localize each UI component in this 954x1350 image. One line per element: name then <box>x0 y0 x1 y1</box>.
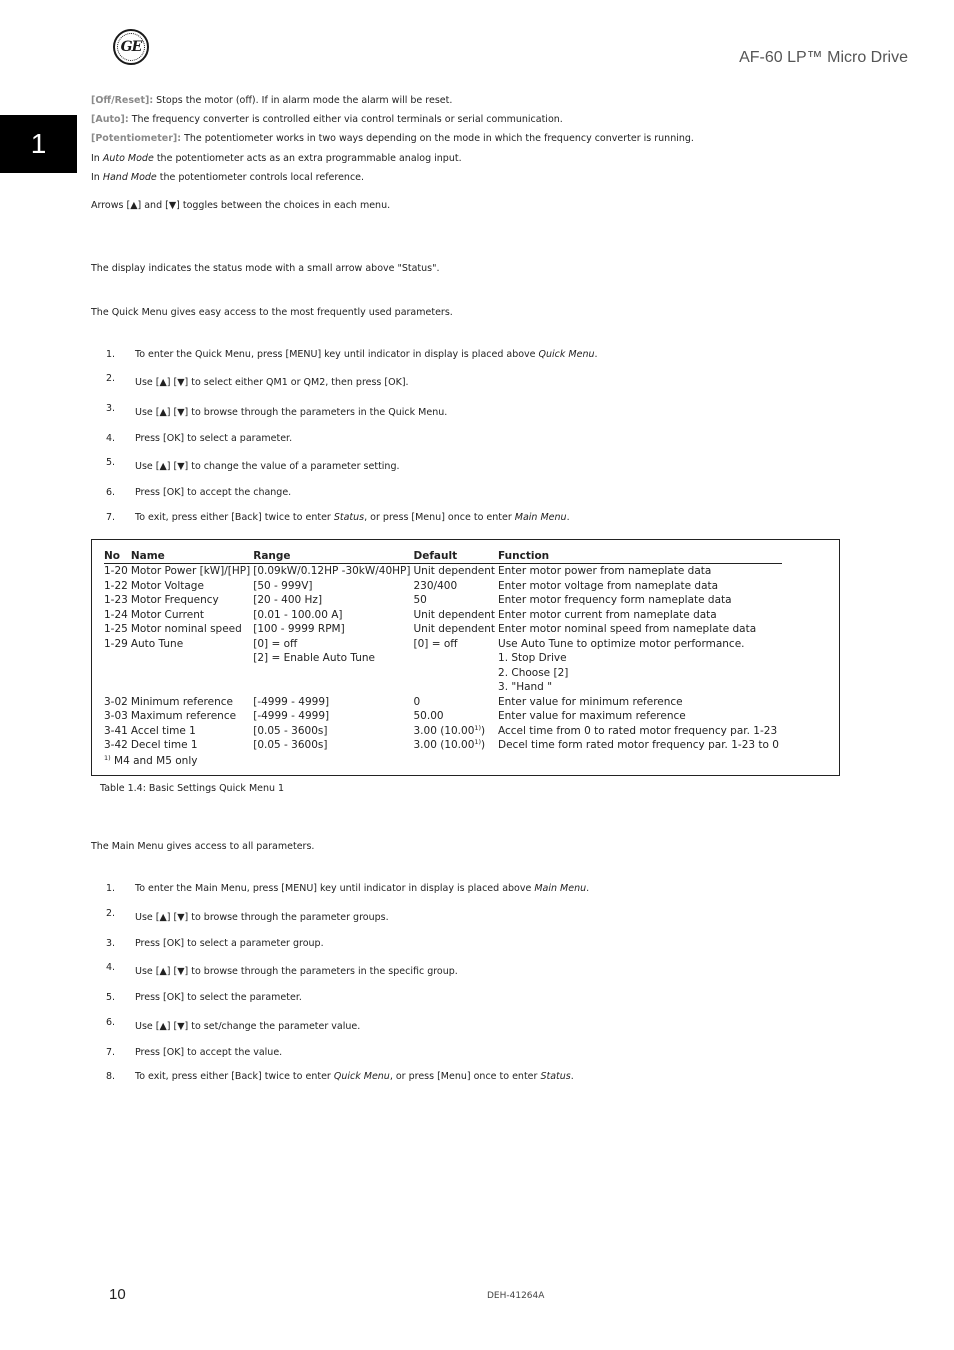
table-row <box>104 564 782 579</box>
table-cell: [-4999 - 4999] <box>253 710 330 722</box>
auto-mode-line: In Auto Mode the potentiometer acts as an extra programmable analog input. <box>91 153 462 164</box>
table-cell: 1-20 <box>104 565 128 577</box>
step-text: Press [OK] to select a parameter group. <box>135 938 324 949</box>
step-number: 4. <box>106 962 116 973</box>
table-row <box>104 593 782 608</box>
table-cell <box>253 666 413 681</box>
table-row <box>104 622 782 637</box>
table-cell: 2. Choose [2] <box>498 666 569 679</box>
column-header: No <box>104 549 131 564</box>
step-text: Press [OK] to accept the change. <box>135 487 292 498</box>
table-cell: Enter motor nominal speed from nameplate data <box>498 623 757 635</box>
step-text: To enter the Quick Menu, press [MENU] key until indicator in display is placed above Quick Menu. <box>135 349 598 360</box>
table-cell: [0] = off <box>253 637 298 650</box>
table-cell: Motor nominal speed <box>130 623 242 635</box>
step-number: 7. <box>106 1047 116 1058</box>
table-cell: 3-03 <box>104 710 128 722</box>
step-text: Press [OK] to select a parameter. <box>135 433 293 444</box>
column-header: Name <box>131 549 253 564</box>
table-cell: [0.09kW/0.12HP -30kW/40HP] <box>253 565 411 577</box>
table-cell: Decel time 1 <box>130 739 198 751</box>
table-cell: 50.00 <box>413 710 444 722</box>
table-cell: Motor Current <box>130 608 204 621</box>
arrows-line: Arrows [▲] and [▼] toggles between the choices in each menu. <box>91 200 391 211</box>
step-number: 8. <box>106 1071 116 1082</box>
chapter-tab: 1 <box>0 115 77 173</box>
table-caption: Table 1.4: Basic Settings Quick Menu 1 <box>100 783 285 794</box>
table-cell: Minimum reference <box>130 695 233 708</box>
table-cell: 1-29 <box>104 637 128 650</box>
table-row <box>104 680 782 695</box>
step-number: 7. <box>106 512 116 523</box>
off-reset-description: [Off/Reset]: Stops the motor (off). If in alarm mode the alarm will be reset. <box>91 95 453 106</box>
table-cell: Motor Frequency <box>130 594 219 606</box>
table-row <box>104 608 782 623</box>
step-text: Press [OK] to accept the value. <box>135 1047 283 1058</box>
table-header-row <box>104 549 782 564</box>
potentiometer-description: [Potentiometer]: The potentiometer works in two ways depending on the mode in which the frequency converter is running. <box>91 133 694 144</box>
table-cell: Auto Tune <box>130 637 184 650</box>
table-cell: 1-24 <box>104 608 128 621</box>
hand-mode-line: In Hand Mode the potentiometer controls local reference. <box>91 172 365 183</box>
parameter-table-box <box>91 539 840 776</box>
table-cell: Maximum reference <box>130 710 237 722</box>
step-number: 1. <box>106 349 116 360</box>
ge-logo: GE <box>113 29 149 65</box>
table-row <box>104 695 782 710</box>
table-cell <box>414 666 499 681</box>
table-cell: 1-25 <box>104 623 128 635</box>
table-cell: 230/400 <box>413 579 458 592</box>
table-cell: [20 - 400 Hz] <box>253 594 323 606</box>
table-cell <box>104 680 131 695</box>
step-text: To exit, press either [Back] twice to enter Status, or press [Menu] once to enter Main Menu. <box>135 512 570 523</box>
potentiometer-keyword: [Potentiometer]: <box>91 133 182 144</box>
table-cell: Motor Power [kW]/[HP] <box>130 565 251 577</box>
off-reset-keyword: [Off/Reset]: <box>91 95 154 106</box>
table-cell: [0.05 - 3600s] <box>253 724 328 737</box>
step-text: Use [▲] [▼] to browse through the parameters in the Quick Menu. <box>135 407 448 418</box>
table-cell: [0.05 - 3600s] <box>253 739 328 751</box>
step-text: Use [▲] [▼] to browse through the parameter groups. <box>135 912 389 923</box>
column-header: Range <box>253 549 413 564</box>
table-cell: Unit dependent <box>413 608 496 621</box>
step-number: 4. <box>106 433 116 444</box>
table-cell <box>253 680 413 695</box>
table-cell: [-4999 - 4999] <box>253 695 330 708</box>
step-number: 2. <box>106 373 116 384</box>
table-row <box>104 724 782 739</box>
step-text: Use [▲] [▼] to select either QM1 or QM2, then press [OK]. <box>135 377 409 388</box>
step-text: Use [▲] [▼] to browse through the parameters in the specific group. <box>135 966 458 977</box>
step-number: 3. <box>106 403 116 414</box>
table-cell: 3. "Hand " <box>498 681 553 693</box>
quick-menu-intro: The Quick Menu gives easy access to the most frequently used parameters. <box>91 307 453 318</box>
table-cell: [2] = Enable Auto Tune <box>253 652 375 664</box>
step-number: 6. <box>106 1017 116 1028</box>
table-cell: Enter value for minimum reference <box>498 695 683 708</box>
page-number: 10 <box>109 1286 126 1303</box>
table-cell: Unit dependent <box>413 565 496 577</box>
table-row <box>104 666 782 681</box>
table-cell: 3.00 (10.00$^{1)}$) <box>413 738 486 751</box>
table-cell: 1-22 <box>104 579 128 592</box>
step-number: 5. <box>106 457 116 468</box>
table-row <box>104 579 782 594</box>
table-cell: 1-23 <box>104 594 128 606</box>
auto-keyword: [Auto]: <box>91 114 129 125</box>
table-footnote: $^{1)}$ M4 and M5 only <box>104 753 198 767</box>
table-cell: [0.01 - 100.00 A] <box>253 608 343 621</box>
table-cell: Motor Voltage <box>130 579 204 592</box>
table-cell: [0] = off <box>413 637 458 650</box>
table-cell <box>131 651 253 666</box>
table-cell: 0 <box>413 695 421 708</box>
table-cell: 3-42 <box>104 739 128 751</box>
table-cell: 3-02 <box>104 695 128 708</box>
status-line: The display indicates the status mode with a small arrow above "Status". <box>91 263 440 274</box>
table-cell <box>104 666 131 681</box>
table-cell: Enter motor voltage from nameplate data <box>498 579 719 592</box>
step-number: 5. <box>106 992 116 1003</box>
table-row <box>104 709 782 724</box>
table-cell: Enter motor current from nameplate data <box>498 608 717 621</box>
table-cell: Enter motor power from nameplate data <box>498 565 712 577</box>
table-cell: 1. Stop Drive <box>498 652 567 664</box>
table-cell: Unit dependent <box>413 623 496 635</box>
table-row <box>104 651 782 666</box>
auto-description: [Auto]: The frequency converter is controlled either via control terminals or serial communication. <box>91 114 563 125</box>
step-number: 2. <box>106 908 116 919</box>
step-text: Use [▲] [▼] to set/change the parameter value. <box>135 1021 361 1032</box>
step-number: 1. <box>106 883 116 894</box>
main-menu-intro: The Main Menu gives access to all parameters. <box>91 841 315 852</box>
step-number: 3. <box>106 938 116 949</box>
step-text: To exit, press either [Back] twice to enter Quick Menu, or press [Menu] once to enter Status. <box>135 1071 574 1082</box>
parameter-table <box>104 549 782 768</box>
step-text: To enter the Main Menu, press [MENU] key until indicator in display is placed above Main Menu. <box>135 883 590 894</box>
document-title: AF-60 LP™ Micro Drive <box>739 49 908 66</box>
table-cell: Accel time 1 <box>130 724 196 737</box>
table-cell: 3-41 <box>104 724 128 737</box>
table-row <box>104 637 782 652</box>
table-cell: Use Auto Tune to optimize motor performance. <box>498 637 745 650</box>
document-code: DEH-41264A <box>487 1291 545 1301</box>
table-cell: Enter value for maximum reference <box>498 710 686 722</box>
table-cell <box>414 651 499 666</box>
table-cell: Decel time form rated motor frequency par. 1-23 to 0 <box>498 739 779 751</box>
step-text: Press [OK] to select the parameter. <box>135 992 302 1003</box>
table-cell: Enter motor frequency form nameplate data <box>498 594 732 606</box>
column-header: Default <box>414 549 499 564</box>
table-cell <box>104 651 131 666</box>
step-number: 6. <box>106 487 116 498</box>
table-cell: 3.00 (10.00$^{1)}$) <box>413 723 486 737</box>
table-cell <box>131 680 253 695</box>
step-text: Use [▲] [▼] to change the value of a parameter setting. <box>135 461 400 472</box>
table-cell: Accel time from 0 to rated motor frequency par. 1-23 <box>498 724 778 737</box>
table-row <box>104 738 782 753</box>
table-cell <box>414 680 499 695</box>
column-header: Function <box>498 549 782 564</box>
table-cell: [50 - 999V] <box>253 579 313 592</box>
table-cell: [100 - 9999 RPM] <box>253 623 345 635</box>
table-cell <box>131 666 253 681</box>
table-cell: 50 <box>413 594 427 606</box>
